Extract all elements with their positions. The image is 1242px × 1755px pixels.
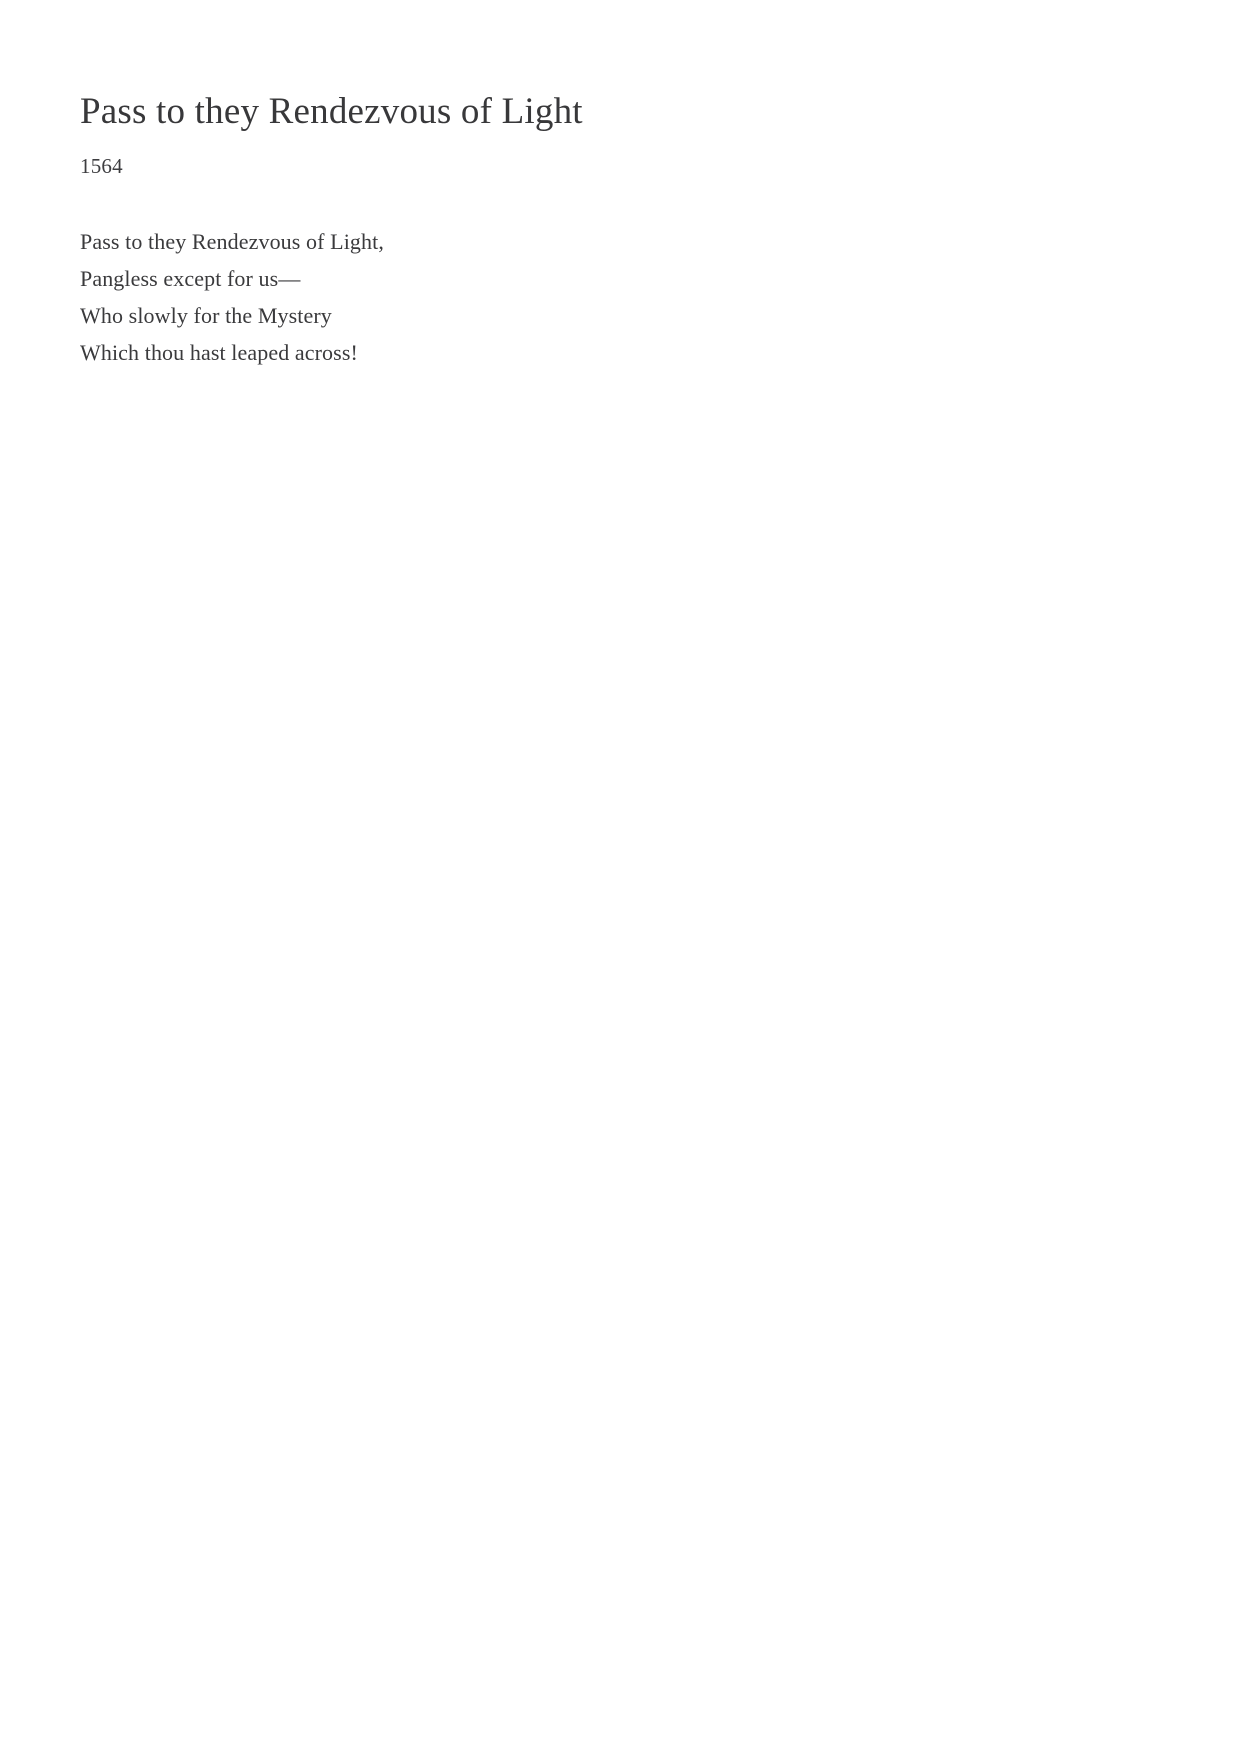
page-title: Pass to they Rendezvous of Light [80,91,583,132]
poem-line: Which thou hast leaped across! [80,340,358,366]
document-page [80,0,1162,371]
poem-year: 1564 [80,154,123,179]
poem-line: Pangless except for us— [80,266,301,292]
poem-body [80,179,1162,371]
poem-line: Pass to they Rendezvous of Light, [80,229,384,255]
poem-line: Who slowly for the Mystery [80,303,332,329]
